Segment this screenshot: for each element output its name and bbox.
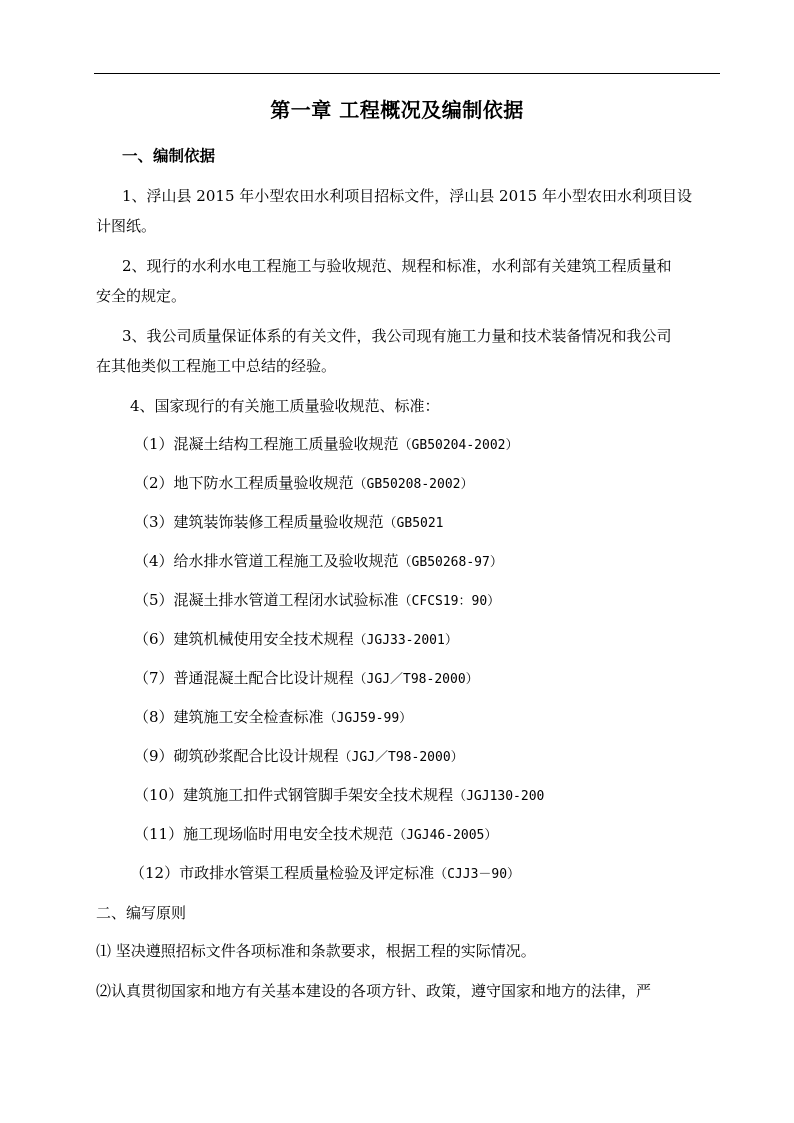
standard-item [134,512,444,534]
standard-item [134,590,500,612]
standard-name: （6）建筑机械使用安全技术规程 [134,630,354,648]
standard-name: （3）建筑装饰装修工程质量验收规范 [134,513,384,531]
standard-code: （GB50208-2002） [353,477,474,492]
paragraph-1-line-1: 1、浮山县 2015 年小型农田水利项目招标文件，浮山县 2015 年小型农田水利项目设 [122,187,692,205]
standard-name: （7）普通混凝土配合比设计规程 [134,669,354,687]
section-heading-basis: 一、编制依据 [122,146,216,165]
standard-code: （JGJ33-2001） [353,633,458,648]
paragraph-2-line-2: 安全的规定。 [96,287,187,305]
standard-item [134,746,464,768]
standard-name: （5）混凝土排水管道工程闭水试验标准 [134,591,399,609]
standard-code: （JGJ59-99） [323,711,413,726]
standard-code: （JGJ130-200 [453,789,545,804]
standard-item [130,863,520,885]
standard-code: （CFCS19：90） [398,594,501,609]
standard-item [134,551,503,573]
standard-name: （9）砌筑砂浆配合比设计规程 [134,747,339,765]
standard-name: （12）市政排水管渠工程质量检验及评定标准 [130,864,435,882]
standard-code: （GB50268-97） [398,555,503,570]
standard-code: （GB50204-2002） [398,438,519,453]
paragraph-3-line-2: 在其他类似工程施工中总结的经验。 [96,357,337,375]
standard-item [134,785,544,807]
standard-code: （JGJ／T98-2000） [353,672,479,687]
standard-name: （8）建筑施工安全检查标准 [134,708,324,726]
standard-name: （11）施工现场临时用电安全技术规范 [134,825,394,843]
standard-item [134,434,518,456]
standard-name: （10）建筑施工扣件式钢管脚手架安全技术规程 [134,786,454,804]
standard-name: （4）给水排水管道工程施工及验收规范 [134,552,399,570]
header-rule [94,73,720,74]
standard-item [134,707,412,729]
paragraph-4: 4、国家现行的有关施工质量验收规范、标准： [130,397,440,415]
standard-item [134,473,473,495]
standard-code: （GB5021 [383,516,444,531]
paragraph-2-line-1: 2、现行的水利水电工程施工与验收规范、规程和标准，水利部有关建筑工程质量和 [122,257,672,275]
chapter-title: 第一章 工程概况及编制依据 [270,98,524,122]
standard-name: （2）地下防水工程质量验收规范 [134,474,354,492]
standard-item [134,668,479,690]
principle-item-1: ⑴ 坚决遵照招标文件各项标准和条款要求，根据工程的实际情况。 [96,942,536,960]
standard-item [134,629,458,651]
paragraph-3-line-1: 3、我公司质量保证体系的有关文件，我公司现有施工力量和技术装备情况和我公司 [122,327,672,345]
principle-item-2: ⑵认真贯彻国家和地方有关基本建设的各项方针、政策，遵守国家和地方的法律，严 [96,982,652,1000]
standard-name: （1）混凝土结构工程施工质量验收规范 [134,435,399,453]
standard-code: （JGJ／T98-2000） [338,750,464,765]
section-heading-principles: 二、编写原则 [96,904,187,922]
standard-item [134,824,497,846]
standard-code: （JGJ46-2005） [393,828,498,843]
standard-code: （CJJ3－90） [434,867,521,882]
paragraph-1-line-2: 计图纸。 [96,217,157,235]
